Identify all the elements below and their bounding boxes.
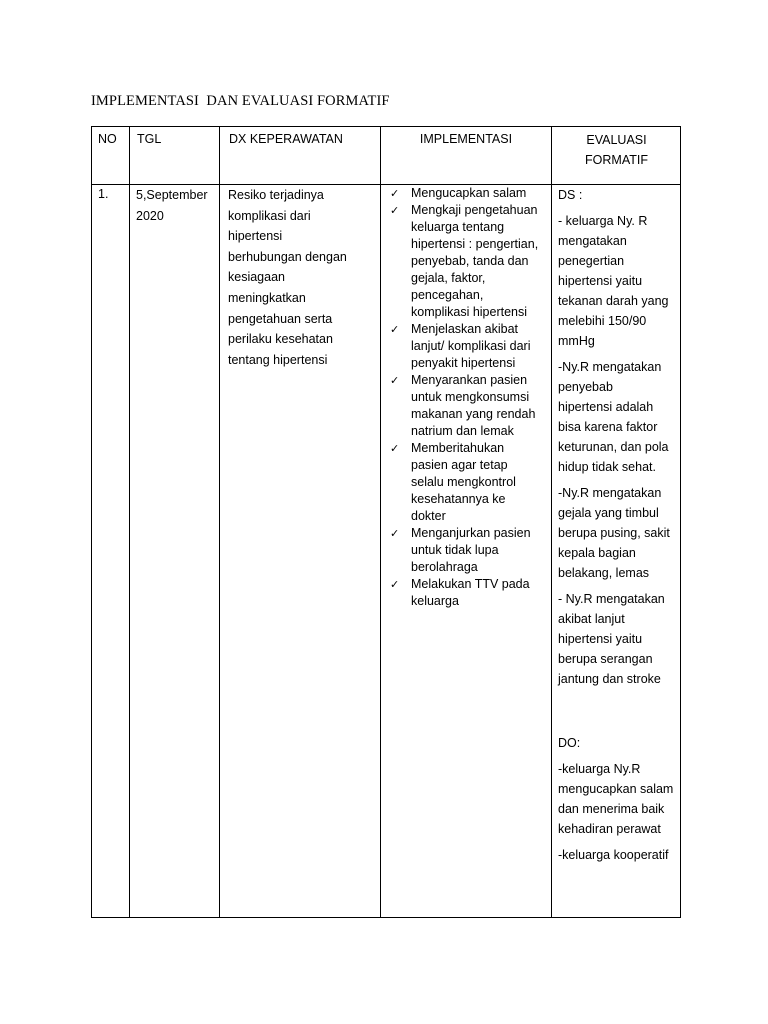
implementasi-line: Menyarankan pasien: [411, 373, 528, 387]
ds-line: - keluarga Ny. R: [558, 214, 648, 228]
implementasi-item: [390, 440, 550, 525]
header-no: NO: [98, 132, 117, 146]
evaluasi-text: [558, 185, 680, 871]
implementasi-line: hipertensi : pengertian,: [411, 237, 539, 251]
dx-line: perilaku kesehatan: [228, 332, 333, 347]
implementasi-line: selalu mengkontrol: [411, 475, 516, 489]
ds-line: mmHg: [558, 334, 595, 348]
ds-line: kepala bagian: [558, 546, 636, 560]
implementasi-line: lanjut/ komplikasi dari: [411, 339, 531, 353]
ds-line: hidup tidak sehat.: [558, 460, 656, 474]
header-formatif-line: FORMATIF: [585, 153, 648, 167]
ds-line: - Ny.R mengatakan: [558, 592, 665, 606]
dx-line: kesiagaan: [228, 270, 285, 285]
ds-line: jantung dan stroke: [558, 672, 661, 686]
implementasi-line: Memberitahukan: [411, 441, 505, 455]
ds-line: keturunan, dan pola: [558, 440, 669, 454]
do-statement: [558, 759, 680, 839]
implementasi-line: dokter: [411, 509, 446, 523]
dx-line: komplikasi dari: [228, 208, 311, 223]
implementasi-item: [390, 321, 550, 372]
check-mark-icon: ✓: [390, 375, 400, 387]
dx-line: tentang hipertensi: [228, 352, 328, 367]
ds-line: -Ny.R mengatakan: [558, 486, 662, 500]
ds-line: belakang, lemas: [558, 566, 650, 580]
implementasi-line: Menjelaskan akibat: [411, 322, 519, 336]
ds-line: akibat lanjut: [558, 612, 625, 626]
dx-line: Resiko terjadinya: [228, 188, 324, 202]
do-line: -keluarga Ny.R: [558, 762, 641, 776]
implementasi-line: gejala, faktor,: [411, 271, 486, 285]
ds-line: melebihi 150/90: [558, 314, 647, 328]
implementasi-line: keluarga: [411, 594, 459, 608]
ds-line: berupa serangan: [558, 652, 653, 666]
dx-line: meningkatkan: [228, 290, 306, 305]
ds-line: hipertensi adalah: [558, 400, 654, 414]
implementasi-item: [390, 202, 550, 321]
check-mark-icon: ✓: [390, 443, 400, 455]
check-mark-icon: ✓: [390, 528, 400, 540]
ds-line: tekanan darah yang: [558, 294, 669, 308]
header-implementasi: IMPLEMENTASI: [419, 132, 513, 146]
implementasi-item: [390, 372, 550, 440]
implementasi-item: [390, 525, 550, 576]
document-title: IMPLEMENTASI DAN EVALUASI FORMATIF: [91, 93, 390, 109]
ds-line: hipertensi yaitu: [558, 632, 643, 646]
date-year: 2020: [136, 209, 164, 223]
ds-statement: [558, 211, 680, 351]
do-line: dan menerima baik: [558, 802, 665, 816]
do-line: mengucapkan salam: [558, 782, 674, 796]
check-mark-icon: ✓: [390, 188, 400, 200]
column-divider: [551, 127, 552, 917]
ds-line: -Ny.R mengatakan: [558, 360, 662, 374]
ds-line: mengatakan: [558, 234, 627, 248]
implementasi-line: keluarga tentang: [411, 220, 505, 234]
implementasi-line: penyebab, tanda dan: [411, 254, 529, 268]
implementasi-line: penyakit hipertensi: [411, 356, 516, 370]
implementasi-line: Melakukan TTV pada: [411, 577, 530, 591]
date-day-month: 5,September: [136, 188, 208, 202]
implementasi-line: makanan yang rendah: [411, 407, 536, 421]
do-line: -keluarga kooperatif: [558, 848, 669, 862]
ds-line: bisa karena faktor: [558, 420, 658, 434]
implementasi-item: [390, 576, 550, 610]
implementasi-line: pencegahan,: [411, 288, 484, 302]
dx-line: berhubungan dengan: [228, 249, 347, 264]
implementasi-line: pasien agar tetap: [411, 458, 508, 472]
column-divider: [219, 127, 220, 917]
dx-keperawatan-text: [228, 185, 378, 370]
implementasi-line: untuk tidak lupa: [411, 543, 499, 557]
do-statement: [558, 845, 680, 865]
ds-line: hipertensi yaitu: [558, 274, 643, 288]
implementasi-line: Mengkaji pengetahuan: [411, 203, 538, 217]
header-dx-keperawatan: DX KEPERAWATAN: [229, 132, 343, 146]
ds-line: berupa pusing, sakit: [558, 526, 670, 540]
check-mark-icon: ✓: [390, 324, 400, 336]
ds-statement: [558, 483, 680, 583]
implementasi-line: berolahraga: [411, 560, 478, 574]
implementasi-line: natrium dan lemak: [411, 424, 514, 438]
check-mark-icon: ✓: [390, 205, 400, 217]
header-evaluasi-line: EVALUASI: [586, 133, 647, 147]
ds-statement: [558, 589, 680, 689]
dx-line: hipertensi: [228, 229, 283, 244]
column-divider: [380, 127, 381, 917]
ds-line: penegertian: [558, 254, 625, 268]
implementasi-line: Menganjurkan pasien: [411, 526, 531, 540]
implementasi-line: untuk mengkonsumsi: [411, 390, 530, 404]
header-evaluasi-formatif: [552, 130, 681, 170]
implementasi-item: [390, 185, 550, 202]
dx-line: pengetahuan serta: [228, 311, 333, 326]
implementasi-line: Mengucapkan salam: [411, 186, 527, 200]
implementation-table: [91, 126, 681, 918]
implementasi-line: komplikasi hipertensi: [411, 305, 528, 319]
check-mark-icon: ✓: [390, 579, 400, 591]
ds-line: penyebab: [558, 380, 613, 394]
row-number: 1.: [98, 187, 109, 201]
ds-label: DS :: [558, 188, 583, 202]
implementasi-list: [390, 185, 550, 610]
ds-statement: [558, 357, 680, 477]
column-divider: [129, 127, 130, 917]
do-line: kehadiran perawat: [558, 822, 661, 836]
do-label: DO:: [558, 736, 581, 750]
row-date: [136, 185, 208, 227]
implementasi-line: kesehatannya ke: [411, 492, 506, 506]
header-tgl: TGL: [137, 132, 162, 146]
ds-line: gejala yang timbul: [558, 506, 659, 520]
spacer: [558, 695, 680, 733]
